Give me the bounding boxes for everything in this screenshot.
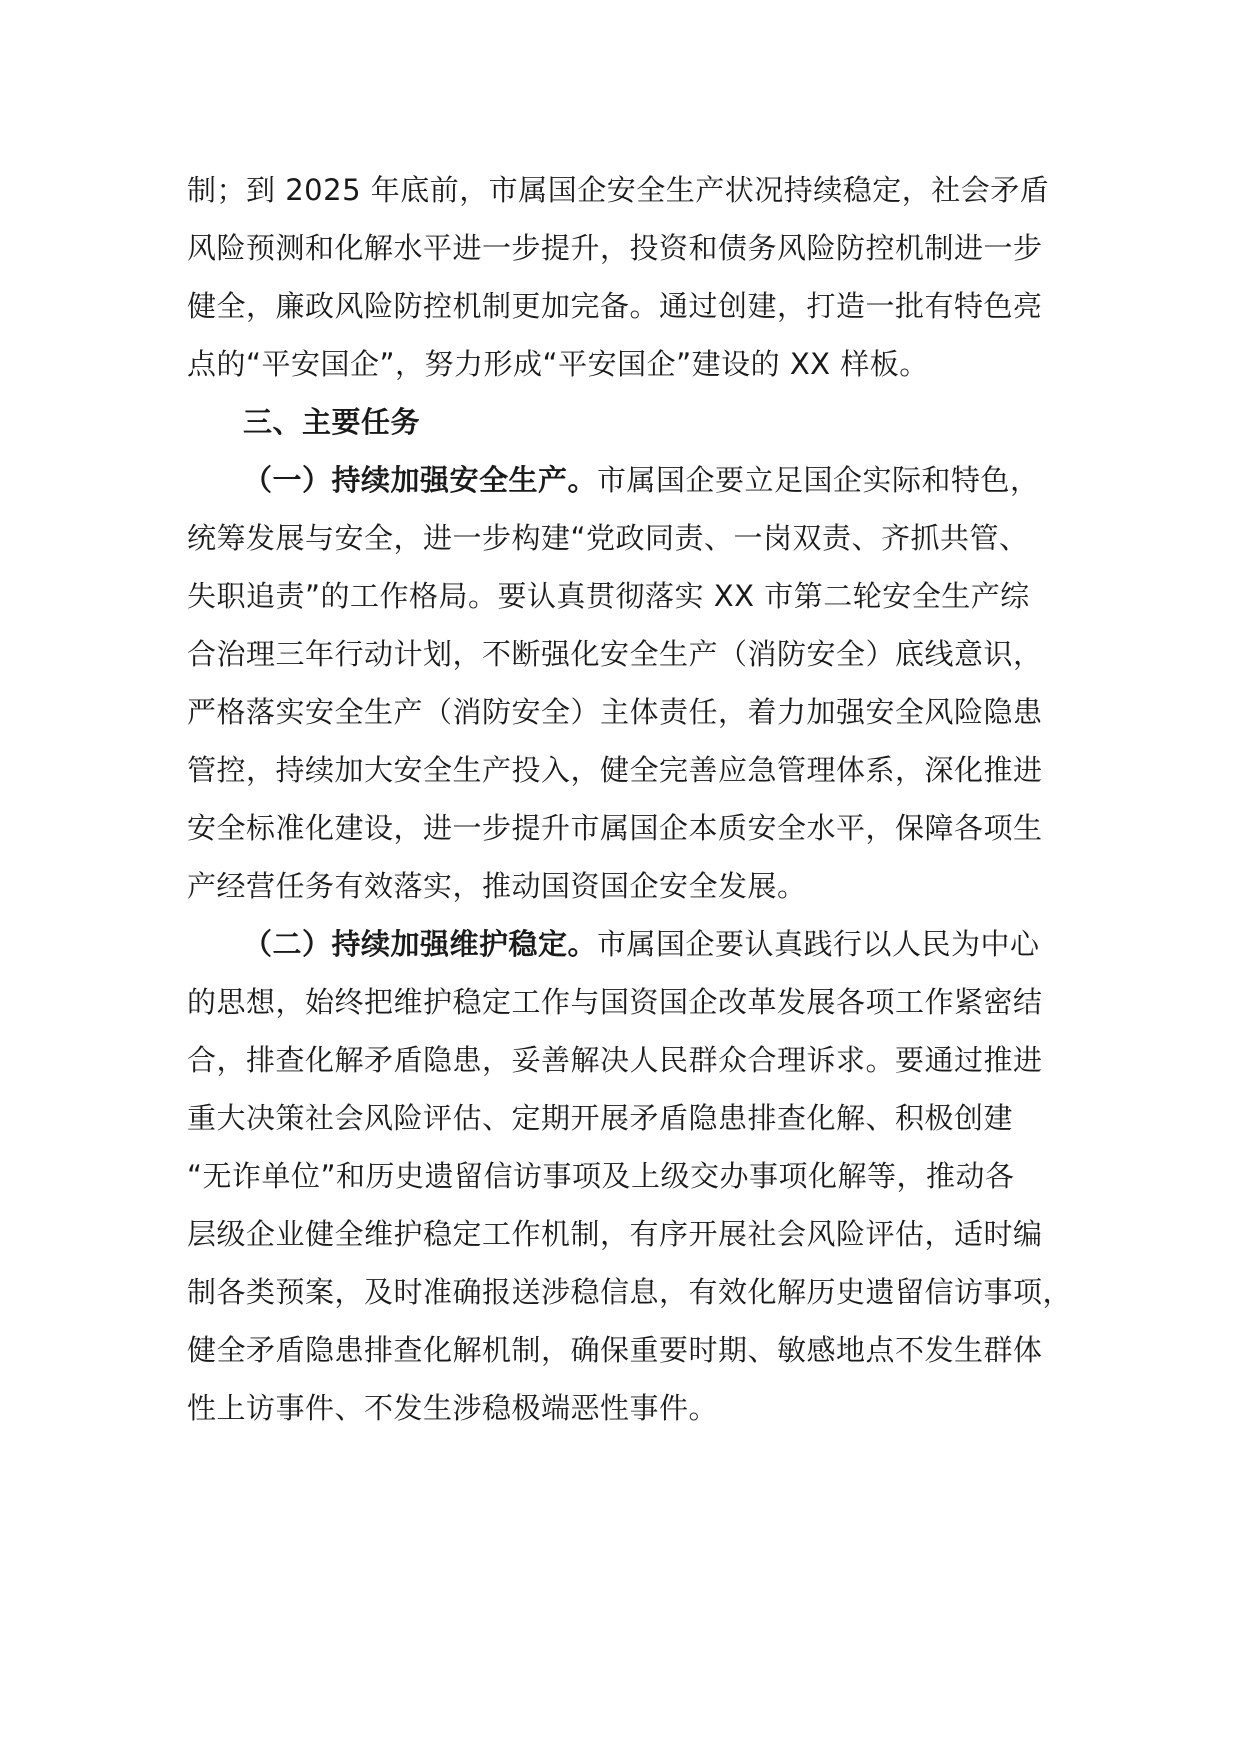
section-heading: 三、主要任务 bbox=[243, 405, 421, 439]
paragraph-line: 严格落实安全生产（消防安全）主体责任，着力加强安全风险隐患 bbox=[187, 695, 1043, 729]
paragraph-first-line bbox=[243, 924, 1040, 964]
paragraph-line: 点的“平安国企”，努力形成“平安国企”建设的 XX 样板。 bbox=[187, 347, 929, 381]
paragraph-line: 制各类预案，及时准确报送涉稳信息，有效化解历史遗留信访事项， bbox=[187, 1275, 1073, 1309]
paragraph-line: “无诈单位”和历史遗留信访事项及上级交办事项化解等，推动各 bbox=[187, 1159, 1015, 1193]
paragraph-line: 安全标准化建设，进一步提升市属国企本质安全水平，保障各项生 bbox=[187, 811, 1043, 845]
paragraph-first-line bbox=[243, 460, 1040, 500]
paragraph-line: 层级企业健全维护稳定工作机制，有序开展社会风险评估，适时编 bbox=[187, 1217, 1043, 1251]
paragraph-line: 风险预测和化解水平进一步提升，投资和债务风险防控机制进一步 bbox=[187, 231, 1043, 265]
paragraph-line: 合，排查化解矛盾隐患，妥善解决人民群众合理诉求。要通过推进 bbox=[187, 1043, 1043, 1077]
paragraph-first-rest: 市属国企要立足国企实际和特色， bbox=[597, 463, 1040, 497]
paragraph-line: 管控，持续加大安全生产投入，健全完善应急管理体系，深化推进 bbox=[187, 753, 1043, 787]
paragraph-lead: （一）持续加强安全生产。 bbox=[243, 463, 598, 497]
paragraph-lead: （二）持续加强维护稳定。 bbox=[243, 927, 598, 961]
paragraph-line: 制；到 2025 年底前，市属国企安全生产状况持续稳定，社会矛盾 bbox=[187, 173, 1050, 207]
paragraph-line: 重大决策社会风险评估、定期开展矛盾隐患排查化解、积极创建 bbox=[187, 1101, 1014, 1135]
paragraph-line: 失职追责”的工作格局。要认真贯彻落实 XX 市第二轮安全生产综 bbox=[187, 579, 1030, 613]
paragraph-first-rest: 市属国企要认真践行以人民为中心 bbox=[597, 927, 1040, 961]
paragraph-line: 统筹发展与安全，进一步构建“党政同责、一岗双责、齐抓共管、 bbox=[187, 521, 1029, 555]
paragraph-line: 合治理三年行动计划，不断强化安全生产（消防安全）底线意识， bbox=[187, 637, 1043, 671]
paragraph-line: 性上访事件、不发生涉稳极端恶性事件。 bbox=[187, 1391, 719, 1425]
paragraph-line: 健全矛盾隐患排查化解机制，确保重要时期、敏感地点不发生群体 bbox=[187, 1333, 1043, 1367]
paragraph-line: 的思想，始终把维护稳定工作与国资国企改革发展各项工作紧密结 bbox=[187, 985, 1043, 1019]
paragraph-line: 健全，廉政风险防控机制更加完备。通过创建，打造一批有特色亮 bbox=[187, 289, 1043, 323]
paragraph-line: 产经营任务有效落实，推动国资国企安全发展。 bbox=[187, 869, 807, 903]
